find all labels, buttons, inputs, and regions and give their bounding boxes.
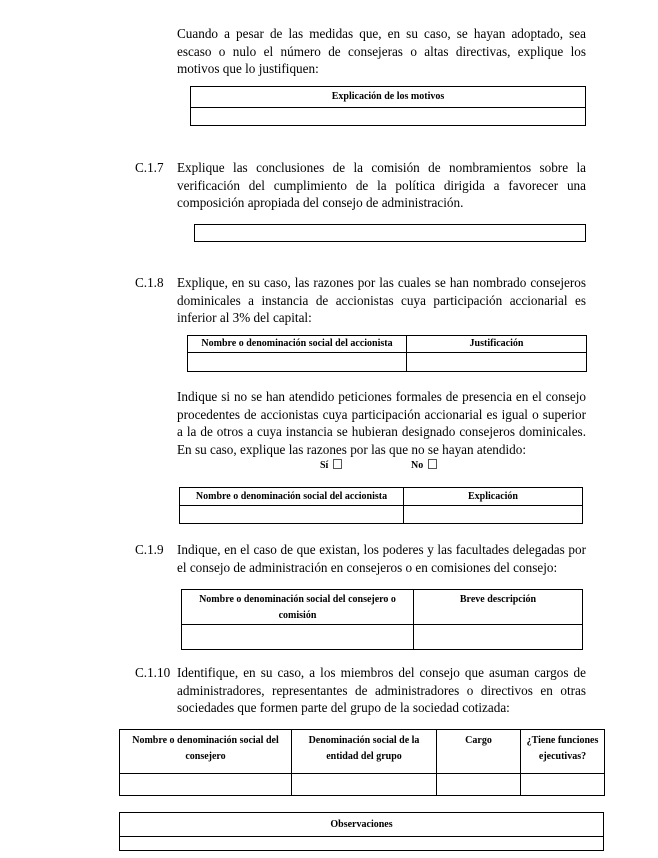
c18-table2-cell[interactable] — [180, 506, 404, 524]
option-no[interactable] — [411, 459, 437, 471]
observations-table — [119, 812, 604, 851]
c19-table-header-name: Nombre o denominación social del consejero o comisión — [182, 590, 414, 625]
c18-paragraph: Explique, en su caso, las razones por las cuales se han nombrado consejeros dominicales a instancia de accionistas cuya participación accionarial es inferior al 3% del capital: — [177, 275, 586, 326]
c18-table-cell[interactable] — [188, 353, 407, 372]
c18-table-header-name: Nombre o denominación social del accionista — [188, 336, 407, 353]
observations-header: Observaciones — [120, 813, 604, 837]
motives-cell[interactable] — [191, 108, 586, 126]
c18-unattended-table — [179, 487, 583, 524]
c110-table-cell[interactable] — [120, 774, 292, 796]
c110-header-position: Cargo — [437, 730, 521, 774]
c18-table-header-justification: Justificación — [407, 336, 587, 353]
option-yes-label: Sí — [320, 460, 329, 471]
section-number-c19: C.1.9 — [135, 542, 164, 557]
option-no-label: No — [411, 460, 424, 471]
motives-table — [190, 86, 586, 126]
c17-answer-table — [194, 224, 586, 242]
c18-table2-cell[interactable] — [404, 506, 583, 524]
c19-table-header-description: Breve descripción — [414, 590, 583, 625]
c18-shareholder-table — [187, 335, 587, 372]
c110-paragraph: Identifique, en su caso, a los miembros del consejo que asuman cargos de administradores, representantes de administradores o directivos en otras sociedades que formen parte del grupo de la sociedad cotizada: — [177, 665, 586, 716]
c19-paragraph: Indique, en el caso de que existan, los poderes y las facultades delegadas por el consejo de administración en consejeros o en comisiones del consejo: — [177, 542, 586, 575]
motives-header: Explicación de los motivos — [191, 87, 586, 108]
observations-cell[interactable] — [120, 837, 604, 851]
section-number-c18: C.1.8 — [135, 275, 164, 290]
c110-table-cell[interactable] — [437, 774, 521, 796]
c17-paragraph: Explique las conclusiones de la comisión de nombramientos sobre la verificación del cumplimiento de la política dirigida a favorecer una composición apropiada del consejo de administración. — [177, 160, 586, 211]
intro-paragraph: Cuando a pesar de las medidas que, en su caso, se hayan adoptado, sea escaso o nulo el número de consejeras o altas directivas, explique los motivos que lo justifiquen: — [177, 26, 586, 77]
c18-table2-header-explanation: Explicación — [404, 488, 583, 506]
c18-table2-header-name: Nombre o denominación social del accionista — [180, 488, 404, 506]
c19-table-cell[interactable] — [414, 625, 583, 650]
c110-table-cell[interactable] — [521, 774, 605, 796]
section-number-c110: C.1.10 — [135, 665, 171, 680]
c110-table-cell[interactable] — [292, 774, 437, 796]
c110-header-director: Nombre o denominación social del consejero — [120, 730, 292, 774]
c18-paragraph-2: Indique si no se han atendido peticiones formales de presencia en el consejo procedentes de accionistas cuya participación accionarial es igual o superior a la de otros a cuya instancia se hubieran designado consejeros dominicales. En su caso, explique las razones por las que no se hayan atendido: — [177, 389, 586, 457]
c110-header-entity: Denominación social de la entidad del grupo — [292, 730, 437, 774]
c110-header-executive: ¿Tiene funciones ejecutivas? — [521, 730, 605, 774]
c18-table-cell[interactable] — [407, 353, 587, 372]
section-number-c17: C.1.7 — [135, 160, 164, 175]
c19-table-cell[interactable] — [182, 625, 414, 650]
c19-powers-table — [181, 589, 583, 650]
yes-checkbox-icon[interactable] — [333, 459, 342, 469]
option-yes[interactable] — [320, 459, 342, 471]
no-checkbox-icon[interactable] — [428, 459, 437, 469]
c17-answer-cell[interactable] — [195, 225, 586, 242]
c110-group-positions-table — [119, 729, 605, 796]
